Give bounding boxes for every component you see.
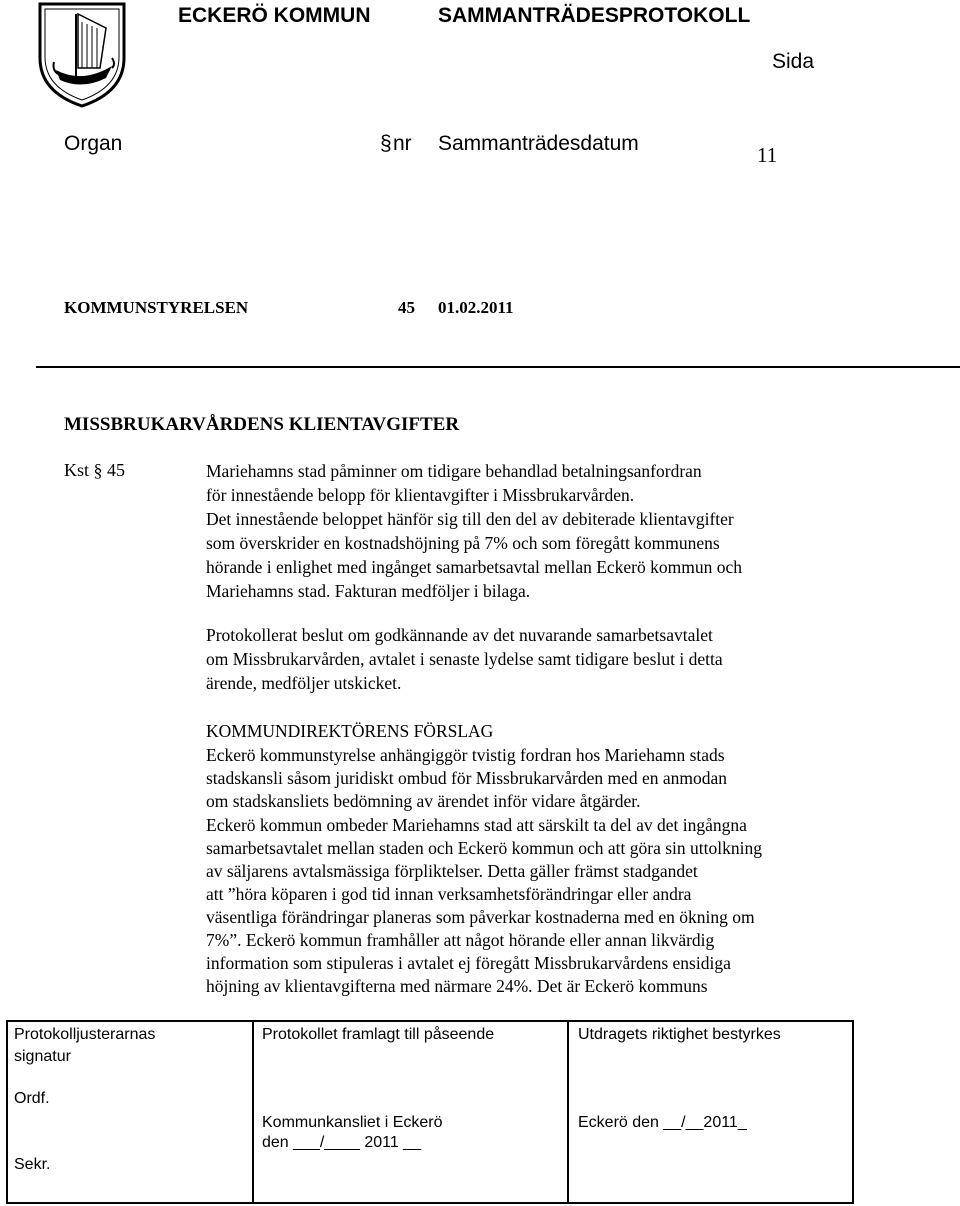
nr-label: nr [393,132,412,155]
proposal-line: av säljarens avtalsmässiga förpliktelser. Detta gäller främst stadgandet [206,861,698,881]
proposal-line: höjning av klientavgifterna med närmare 24%. Det är Eckerö kommuns [206,976,708,996]
paragraph2-line: ärende, medföljer utskicket. [206,673,402,693]
displayed-place: Kommunkansliet i Eckerö [262,1114,443,1131]
displayed-date: den ___/____ 2011 __ [262,1134,421,1151]
proposal-line: Eckerö kommun ombeder Mariehamns stad att särskilt ta del av det ingångna [206,815,747,835]
proposal-line: stadskansli såsom juridiskt ombud för Missbrukarvården med en anmodan [206,768,728,788]
protocol-displayed-label: Protokollet framlagt till påseende [262,1026,495,1043]
paragraph1-line: Det innestående beloppet hänför sig till den del av debiterade klientavgifter [206,509,734,529]
proposal-line: om stadskansliets bedömning av ärendet inför vidare åtgärder. [206,791,641,811]
proposal-line: väsentliga förändringar planeras som påverkar kostnaderna med en ökning om [206,907,755,927]
header-divider [36,366,960,368]
paragraph1-line: Mariehamns stad påminner om tidigare behandlad betalningsanfordran [206,461,702,481]
proposal-line: 7%”. Eckerö kommun framhåller att något hörande eller annan likvärdig [206,930,715,950]
eckero-coat-of-arms-logo [36,0,128,108]
meeting-date-label: Sammanträdesdatum [438,132,639,155]
paragraph1-line: hörande i enlighet med ingånget samarbetsavtal mellan Eckerö kommun och [206,557,743,577]
signature-box-divider [567,1020,569,1204]
secretary-label: Sekr. [14,1156,51,1173]
kst-reference: Kst § 45 [64,460,126,480]
proposal-heading: KOMMUNDIREKTÖRENS FÖRSLAG [206,721,494,741]
section-symbol: § [380,132,392,155]
paragraph2-line: Protokollerat beslut om godkännande av det nuvarande samarbetsavtalet [206,625,713,645]
paragraph2-line: om Missbrukarvården, avtalet i senaste lydelse samt tidigare beslut i detta [206,649,723,669]
proposal-line: Eckerö kommunstyrelse anhängiggör tvistig fordran hos Mariehamn stads [206,745,725,765]
paragraph1-line: för innestående belopp för klientavgifter i Missbrukarvården. [206,485,635,505]
chairman-label: Ordf. [14,1090,50,1107]
date-value: 01.02.2011 [438,298,514,317]
proposal-line: att ”höra köparen i god tid innan verksamhetsförändringar eller andra [206,884,692,904]
signature-label-line1: Protokolljusterarnas [14,1026,156,1043]
proposal-line: samarbetsavtalet mellan staden och Eckerö kommun och att göra sin uttolkning [206,838,762,858]
page-label: Sida [772,50,815,73]
paragraph1-line: Mariehamns stad. Fakturan medföljer i bilaga. [206,581,531,601]
municipality-name: ECKERÖ KOMMUN [178,4,371,27]
signature-box-divider [252,1020,254,1204]
proposal-line: information som stipuleras i avtalet ej föregått Missbrukarvårdens ensidiga [206,953,731,973]
item-title: MISSBRUKARVÅRDENS KLIENTAVGIFTER [64,414,460,435]
document-type: SAMMANTRÄDESPROTOKOLL [438,4,751,27]
signature-label-line2: signatur [14,1048,71,1065]
organ-label: Organ [64,132,123,155]
extract-certified-label: Utdragets riktighet bestyrkes [578,1026,781,1043]
nr-value: 45 [398,298,415,317]
paragraph1-line: som överskrider en kostnadshöjning på 7% och som föregått kommunens [206,533,720,553]
organ-value: KOMMUNSTYRELSEN [64,298,249,317]
certified-date: Eckerö den __/__2011_ [578,1114,747,1131]
page-number: 11 [757,143,778,167]
